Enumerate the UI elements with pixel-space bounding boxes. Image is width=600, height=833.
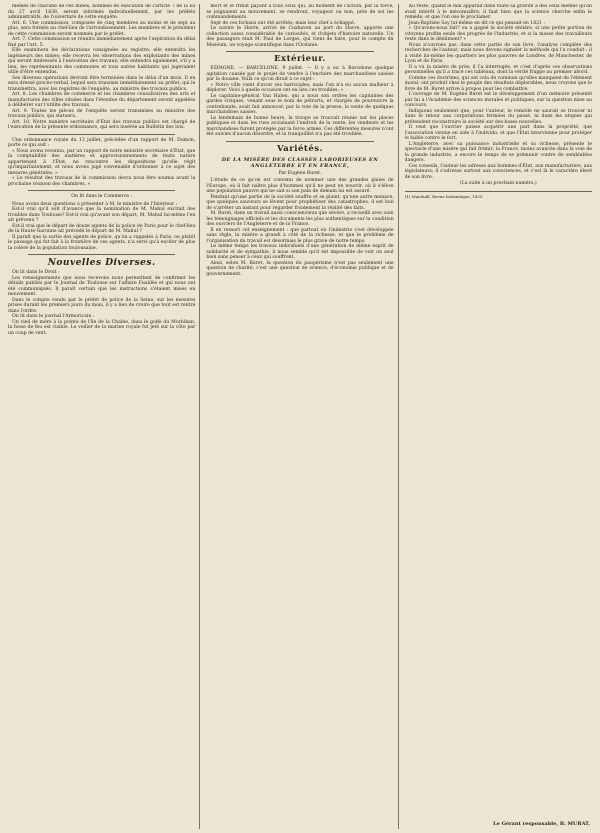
paragraph: Il veut que l'ouvrier puisse acquérir une part dans la propriété, que l'association vienne en aide à l'individu, et que l'État intervienne pour protéger le faible contre le fort.: [404, 125, 592, 141]
paragraph: Elle examinera les déclarations consignées au registre; elle entendra les ingénieurs des mines; elle recevra les observations des exploitants des mines qui seront intéressés à l'exécution des travaux; elle entendra également, s'il y a lieu, les représentants des communes et tous autres habitants qui jugeraient utile d'être entendus.: [8, 48, 196, 75]
footnote: (1) Marshall, Revue britannique, 1835.: [405, 191, 592, 199]
paragraph: Est-il vrai qu'il soit d'avance que la nomination de M. Mahul excitait des troubles dans Toulouse? Est-il vrai qu'avant son départ, M. Mahul lui-même l'en ait prévenu ?: [8, 207, 196, 223]
paragraph: L'Angleterre, avec sa puissance industrielle et sa richesse, présente le spectacle d'une misère qui fait frémir; la France, moins avancée dans la voie de la grande industrie, a encore le temps de se prémunir contre de semblables dangers.: [404, 141, 592, 163]
divider: [28, 134, 175, 135]
paragraph: Il paraît que la sortie des agents de police, qu'on a rappelés à Paris, ou plutôt le passage qui fut fait à la frontière de ces agents, n'a servi qu'à exciter de plus la colère de la population toulousaine.: [8, 234, 196, 251]
paragraph: On lit dans le journal l'Armoricain :: [12, 314, 95, 319]
paragraph: L'ouvrage de M. Eugène Buret est le développement d'un mémoire présenté par lui à l'Académie des sciences morales et politiques, sur la question mise au concours.: [404, 92, 592, 108]
section-heading-exterieur: Extérieur.: [274, 54, 326, 64]
column-right: [405, 4, 592, 829]
paragraph: « Le résultat des travaux de la commission devra nous être soumis avant la prochaine réunion des chambres. »: [8, 176, 196, 187]
divider: [226, 51, 373, 52]
paragraph: ESPAGNE. — BARCELONE, 9 juillet. — Il y a eu à Barcelone quelque agitation causée par le projet de vendre à l'enchère des marchandises saisies par la douane. Voilà ce qu'on dirait à ce sujet :: [206, 66, 394, 82]
paragraph: « Notre ville vient d'avoir ses barricades; mais l'on n'a eu aucun malheur à déplorer. Voici à quelle occasion ont eu lieu ces troubles. »: [206, 82, 394, 93]
article-title: DE LA MISÈRE DES CLASSES LABORIEUSES EN ANGLETERRE ET EN FRANCE,: [221, 156, 379, 169]
section-heading-varietes: Variétés.: [276, 143, 323, 154]
paragraph: Ces conseils, l'auteur les adresse aux hommes d'État, aux manufacturiers, aux législateurs; il s'adresse surtout aux consciences, et c'est là le caractère élevé de son livre.: [404, 163, 592, 180]
paragraph: « Nous avons reconnu, par un rapport de notre ministre secrétaire d'État, que la comptabilité des matières et approvisionnements de toute nature appartenant à l'État, ne rencontre les dispositions qu'elle régit qu'imparfaitement, et nous avons jugé convenable d'ordonner à ce sujet des mesures générales. »: [8, 148, 196, 176]
paragraph: Ses diverses opérations devront être terminées dans le délai d'un mois. Il en sera dressé procès-verbal, lequel sera transmis immédiatement au préfet, qui le transmettra, avec les registres de l'enquête, au ministre des travaux publics.: [8, 75, 196, 92]
subheading: On lit dans le Commerce :: [71, 194, 133, 199]
paragraph: Art. 6. Une commission, composée de cinq membres au moins et de sept au plus, sera formée au chef-lieu de l'arrondissement. Les membres et le président de cette commission seront nommés par le préfet.: [8, 20, 196, 37]
paragraph: Art. 8. Les chambres de commerce et les chambres consultatives des arts et manufactures des villes situées dans l'étendue du département seront appelées à délibérer sur l'utilité des travaux.: [8, 92, 196, 108]
paragraph: M. Buret, dans un travail aussi consciencieux que sévère, a recueilli avec soin les témoignages officiels et les documents les plus authentiques sur la condition des ouvriers de l'Angleterre et de la France.: [206, 211, 394, 227]
divider: [226, 141, 373, 142]
paragraph: Jean-Baptiste Say lui-même en dit ce qui pensait en 1821 :: [408, 20, 545, 26]
paragraph: Il a vu la misère de près; il l'a interrogée, et c'est d'après ces observations personnelles qu'il a tracé ces tableaux, dont la vérité frappe au premier abord.: [404, 64, 592, 75]
paragraph: Le capitaine-général Van Halen, qui a nous son ordres les capitaines des gardes civiques, venant sous le nom de pétrarts, et chargés de poursuivre la contrebande, avait fait annoncer, par la voie de la presse, la vente de quelques marchandises saisies.: [206, 93, 394, 115]
column-left: [8, 4, 200, 829]
paragraph: Dans le compte rendu par le préfet de police de la Seine, sur les mesures prises durant les premiers jours du mois, il y a lieu de croire que tout est rentré dans l'ordre.: [8, 297, 196, 314]
divider: [28, 254, 175, 255]
paragraph: Est-il vrai que le départ de douze agents de la police de Paris pour le chef-lieu de la Haute-Garonne ait précédé le départ de M. Mahul ?: [8, 223, 196, 234]
paragraph: Art. 7. Cette commission se réunira immédiatement après l'expiration du délai fixé par l'art. 5.: [8, 37, 196, 48]
paragraph: Art. 10. Notre ministre secrétaire d'État des travaux publics est chargé de l'exécution de la présente ordonnance, qui sera insérée au Bulletin des lois.: [8, 119, 196, 130]
continuation-note: (La suite à un prochain numéro.): [460, 181, 537, 186]
paragraph: Au reste, quand le mal apparaît dans toute sa gravité à des ceux mêmes qu'on avait intérêt à le méconnaître, il faut bien que la science cherche enfin le remède, et que l'on ose le proclamer.: [404, 4, 592, 20]
gerant-label: Le Gérant responsable,: [493, 821, 559, 827]
paragraph: Comme ces doctrines, qui ont cela de commun qu'elles manquent de l'élément moral, ont produit chez le peuple des résultats déplorables, nous croyons que le livre de M. Buret arrive à propos pour les combattre.: [404, 75, 592, 92]
section-heading-nouvelles: Nouvelles Diverses.: [47, 258, 156, 268]
paragraph: Le lendemain de bonne heure, la troupe se trouvait réunie sur les places publiques et dans les rues avoisinant l'endroit de la vente; les vendeurs et les marchandises furent protégés par la force armée. Ces différentes mesures n'ont été suivies d'aucun désordre, et la tranquillité n'a pas été troublée.: [206, 115, 394, 137]
article-author: Par Eugène Buret.: [278, 170, 322, 176]
paragraph: Nous avons deux questions à présenter à M. le ministre de l'Intérieur :: [12, 201, 178, 207]
paragraph: « Qu'avons-nous fait? ou a gagné la société entière, si une petite portion de citoyens profite seule des progrès de l'industrie, et si la masse des travailleurs reste dans le dénûment? »: [404, 26, 592, 42]
column-middle: [206, 4, 398, 829]
gerant-name: B. MURAT.: [559, 821, 590, 827]
gerant-signature: [493, 821, 590, 827]
divider: [28, 190, 175, 191]
paragraph: Pendant qu'une partie de la société souffre et se plaint, qu'une autre menace, que quelques sauveurs se lèvent pour prophétiser des catastrophes, il est bon de s'arrêter un instant pour regarder froidement la réalité des faits.: [206, 194, 394, 211]
paragraph: Le même temps les travaux individuels d'une génération de même esprit de solidarité et de sympathie, il nous semble qu'il est impossible de voir un seul bien sans penser à ceux qui souffrent.: [206, 244, 394, 260]
paragraph: Nous n'ouvrons pas, dans cette partie de son livre, l'analyse complète des recherches de l'auteur; mais nous devons signaler la méthode qui l'a conduit : il a visité lui-même les quartiers les plus pauvres de Londres, de Manchester, de Lyon et de Paris.: [404, 42, 592, 64]
paragraph: L'étude de ce qu'on est convenu de nommer une des grandes plaies de l'Europe, où il fait naître plus d'hommes qu'il ne peut en nourrir, où il s'élève une population pauvre qui ne sait si son pain de demain lui est assuré.: [206, 178, 394, 194]
paragraph: Une ordonnance royale du 13 juillet, précédée d'un rapport de M. Dumon, porte ce qui suit :: [8, 137, 196, 148]
paragraph: On lit dans le Droit :: [12, 270, 60, 275]
paragraph: Sept de ces forbans ont été arrêtés; mais leur chef a échappé.: [210, 20, 356, 26]
paragraph: Les renseignements que nous recevons nous permettent de confirmer les détails publiés par le Journal de Toulouse sur l'affaire Fualdès et qui nous ont été communiqués. Il paraît certain que les instructions s'étaient mises en mouvement.: [8, 275, 196, 297]
paragraph: mort et le tribut payant à tous ceux qui, au moment de l'action, par la force, se joignaient au mouvement, se rendront, voyageur ou non, près de soi les commandements.: [206, 4, 394, 20]
paragraph: Indiquons seulement que, pour l'auteur, le remède ne saurait se trouver ni dans le retour aux corporations fermées du passé, ni dans les utopies qui prétendent reconstruire la société sur des bases nouvelles.: [404, 108, 592, 125]
paragraph: Le navire le Havre, arrivé de Cuxhaven au port du Havre, apporte une collection assez considérable de curiosités, et d'objets d'histoire naturelle. Un des passagers était M. Paul de Lorges, qui vient de faire, pour le compte du Muséum, un voyage scientifique dans l'Océanie.: [206, 26, 394, 48]
paragraph: Art. 9. Toutes les pièces de l'enquête seront transmises au ministre des travaux publics, qui statuera.: [8, 108, 196, 119]
paragraph: mêmes de chacune de ces mines, nommés en exécution de l'article 7 de la loi du 27 avril 1838, seront informés individuellement, par les préfets administratifs, de l'ouverture de cette enquête.: [8, 4, 196, 20]
paragraph: Un vieil de mère à la pointe de l'île de la Chaîne, dans le golfe du Morbihan, la fosse de feu est visible. Le voilier de la marine royale fut jeté sur la côte par un coup de vent.: [8, 319, 196, 336]
paragraph: Ainsi, selon M. Buret, la question du paupérisme n'est pas seulement une question de charité; c'est une question de science, d'économie publique et de gouvernement.: [206, 260, 394, 277]
paragraph: Il en ressort cet enseignement : que partout où l'industrie s'est développée sans règle, la misère a grandi à côté de la richesse, et que le problème de l'organisation du travail est désormais le plus grave de notre temps.: [206, 227, 394, 244]
